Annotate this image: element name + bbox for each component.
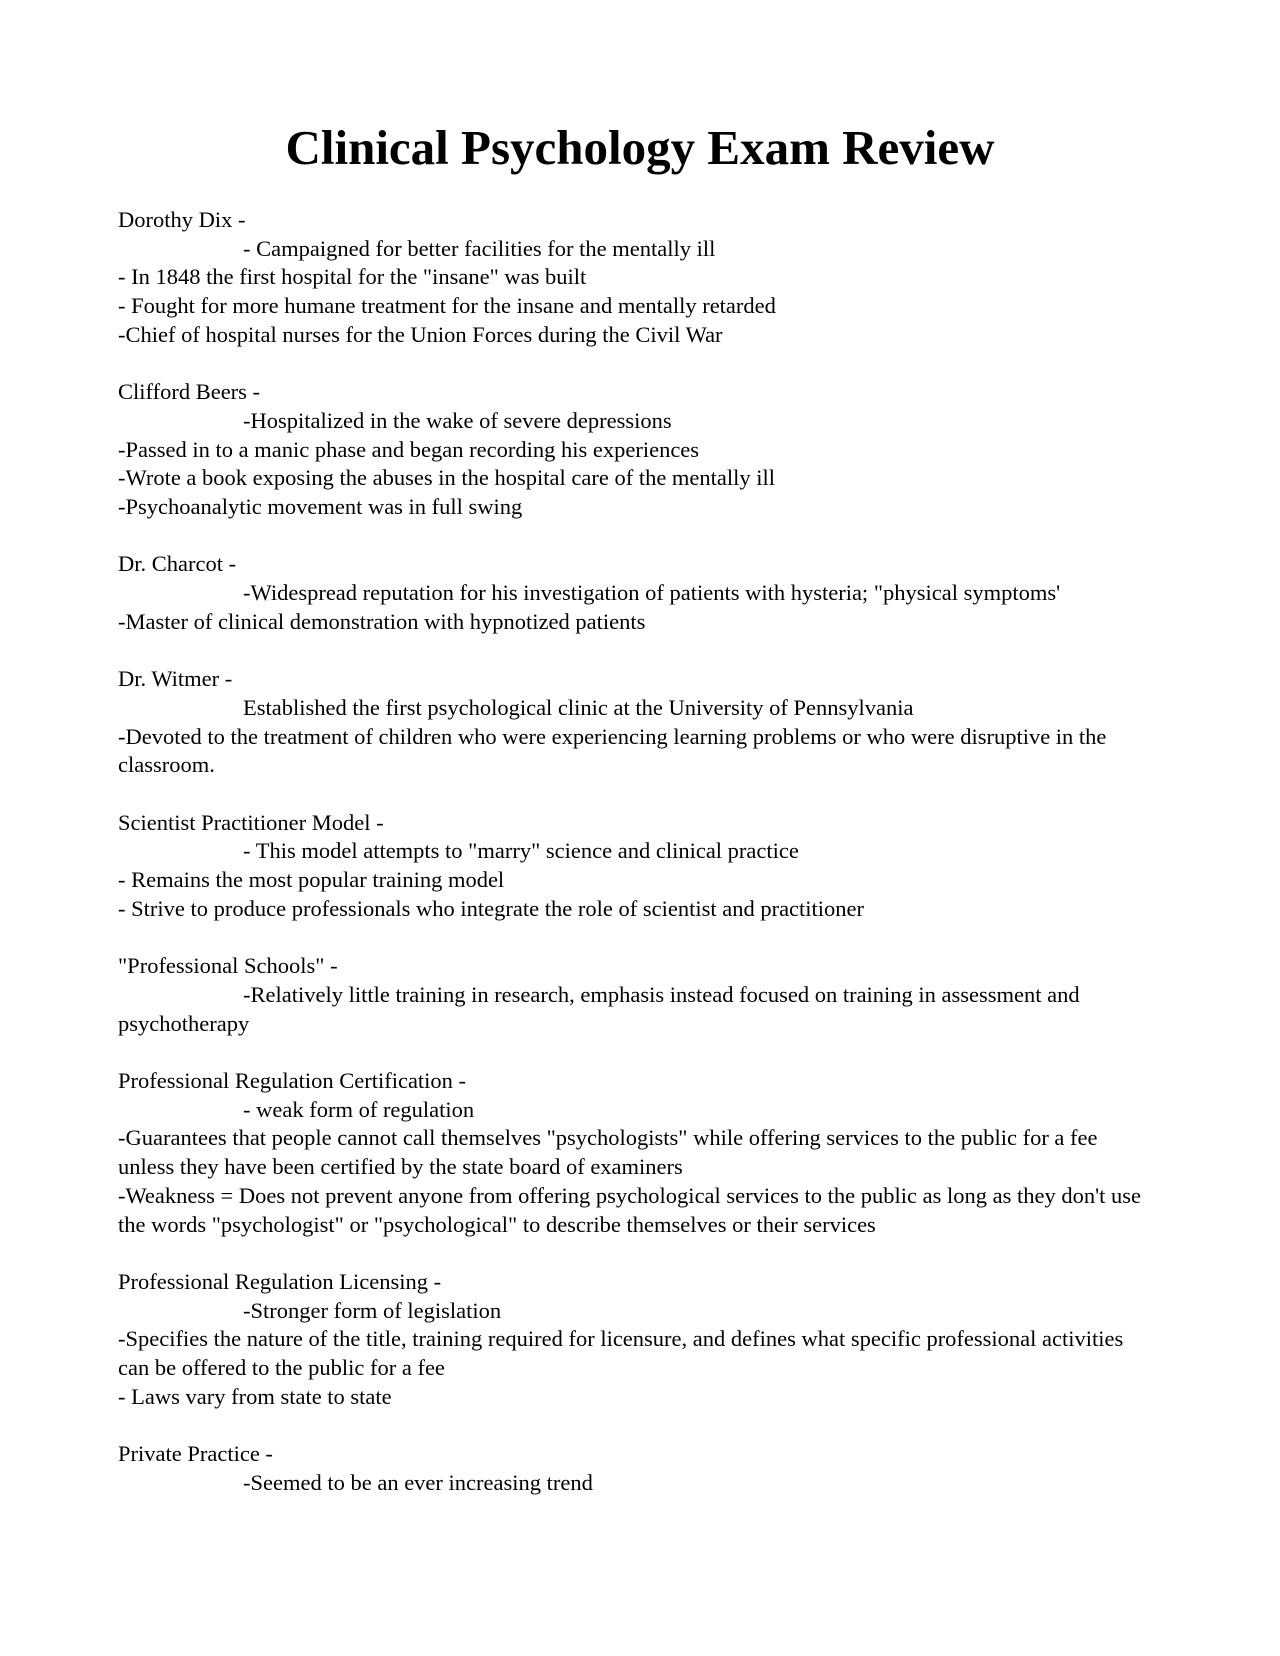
section-scientist-practitioner-model [118,809,1158,924]
section-regulation-certification [118,1067,1158,1239]
section-heading: Dr. Witmer - [118,666,233,692]
section-heading: Private Practice - [118,1441,273,1467]
section-clifford-beers [118,378,1158,522]
document-body [118,206,1158,1526]
note-line: -Passed in to a manic phase and began recording his experiences [118,436,700,462]
note-line: -Master of clinical demonstration with hypnotized patients [118,608,646,634]
note-line: -Devoted to the treatment of children who were experiencing learning problems or who were disruptive in the classroom. [118,723,1107,778]
note-line: - weak form of regulation [243,1096,475,1122]
section-heading: Clifford Beers - [118,379,261,405]
note-line: -Seemed to be an ever increasing trend [243,1469,593,1495]
section-heading: Professional Regulation Licensing - [118,1268,442,1294]
section-dr-witmer [118,665,1158,780]
note-line: -Psychoanalytic movement was in full swing [118,494,523,520]
note-line: - In 1848 the first hospital for the "insane" was built [118,264,587,290]
section-dorothy-dix [118,206,1158,350]
section-heading: Scientist Practitioner Model - [118,809,384,835]
note-line: -Widespread reputation for his investigation of patients with hysteria; "physical symptoms' [243,580,1061,606]
page-title: Clinical Psychology Exam Review [285,120,995,175]
note-line: -Weakness = Does not prevent anyone from offering psychological services to the public as long as they don't use the words "psychologist" or "psychological" to describe themselves or their services [118,1182,1142,1237]
note-line: -Specifies the nature of the title, training required for licensure, and defines what specific professional activities can be offered to the public for a fee [118,1326,1124,1381]
note-line: -Stronger form of legislation [243,1297,502,1323]
section-regulation-licensing [118,1268,1158,1412]
section-dr-charcot [118,550,1158,636]
note-line: - This model attempts to "marry" science and clinical practice [243,838,799,864]
note-line: Established the first psychological clinic at the University of Pennsylvania [243,694,914,720]
note-line: -Wrote a book exposing the abuses in the hospital care of the mentally ill [118,465,776,491]
note-line: - Remains the most popular training model [118,867,505,893]
note-line: -Chief of hospital nurses for the Union Forces during the Civil War [118,321,723,347]
note-line: - Laws vary from state to state [118,1383,392,1409]
section-private-practice [118,1440,1158,1497]
section-heading: Dr. Charcot - [118,551,237,577]
note-line: - Strive to produce professionals who integrate the role of scientist and practitioner [118,895,865,921]
section-heading: "Professional Schools" - [118,953,338,979]
section-heading: Professional Regulation Certification - [118,1068,467,1093]
section-professional-schools [118,952,1158,1038]
note-line: -Hospitalized in the wake of severe depressions [243,407,672,433]
note-line: -Guarantees that people cannot call themselves "psychologists" while offering services to the public for a fee unless they have been certified by the state board of examiners [118,1125,1098,1180]
section-heading: Dorothy Dix - [118,207,246,232]
note-line: - Campaigned for better facilities for the mentally ill [243,235,716,261]
note-line: -Relatively little training in research, emphasis instead focused on training in assessment and psychotherapy [118,981,1080,1036]
note-line: - Fought for more humane treatment for the insane and mentally retarded [118,293,776,319]
